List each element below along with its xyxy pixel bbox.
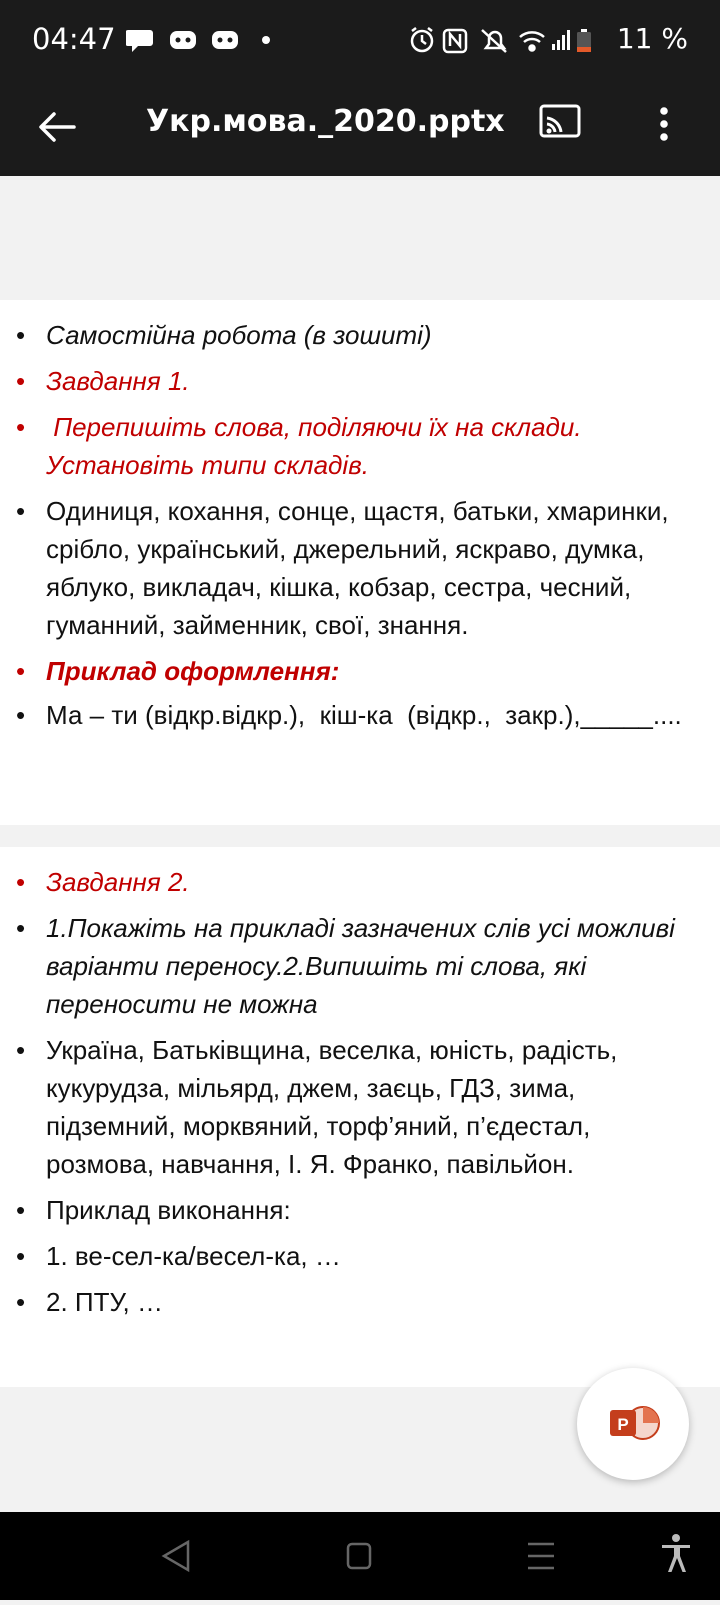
chat-bubble-icon [126, 30, 153, 52]
signal-icon [552, 30, 570, 50]
bullet-text: 1.Покажіть на прикладі зазначених слів усі можливі варіанти переносу.2.Випишіть ті слова, які переносити не можна [46, 913, 675, 1019]
more-vert-icon [650, 102, 678, 146]
slide-2[interactable] [0, 847, 720, 1387]
powerpoint-icon [577, 1368, 689, 1480]
bullet-item [0, 1237, 720, 1275]
nav-recents-icon[interactable] [528, 1544, 554, 1568]
nav-home-icon[interactable] [348, 1544, 370, 1568]
powerpoint-letter: P [617, 1415, 629, 1434]
back-button[interactable] [34, 104, 80, 150]
bullet-text: 1. ве-сел-ка/весел-ка, … [46, 1241, 341, 1271]
bullet-item [0, 909, 720, 1023]
system-icons [408, 26, 608, 59]
bullet-item [0, 362, 720, 400]
cast-icon [538, 102, 582, 142]
open-in-powerpoint-button[interactable] [577, 1368, 689, 1480]
battery-low-icon [577, 29, 591, 52]
bullet-item [0, 1191, 720, 1229]
bullet-item [0, 1283, 720, 1321]
bell-off-icon [482, 30, 506, 52]
more-options-button[interactable] [650, 102, 678, 146]
bullet-item [0, 492, 720, 644]
bullet-item [0, 652, 720, 690]
slide-1[interactable] [0, 300, 720, 825]
bullet-text: 2. ПТУ, … [46, 1287, 163, 1317]
bullet-item [0, 863, 720, 901]
alarm-icon [412, 28, 432, 51]
cast-button[interactable] [538, 102, 582, 142]
notification-icons [126, 26, 286, 59]
bullet-text: Україна, Батьківщина, веселка, юність, радість, кукурудза, мільярд, джем, заєць, ГДЗ, зима, підземний, морквяний, торф’яний, п’єдестал, розмова, навчання, І. Я. Франко, павільйон. [46, 1035, 618, 1179]
bullet-text: Завдання 2. [46, 867, 190, 897]
discord-icon [170, 31, 196, 49]
bullet-item [0, 696, 720, 734]
slide-1-bullets [0, 316, 720, 734]
bullet-text: Перепишіть слова, поділяючи їх на склади. Установіть типи складів. [46, 412, 589, 480]
wifi-icon [520, 32, 544, 50]
bullet-item [0, 408, 720, 484]
bullet-text: Приклад оформлення: [46, 656, 340, 686]
status-bar [0, 0, 720, 82]
bullet-item [0, 1031, 720, 1183]
nfc-icon [444, 30, 466, 52]
battery-percent: 11 % [616, 22, 688, 55]
navigation-bar [0, 1512, 720, 1600]
app-bar [0, 82, 720, 176]
dot-icon [262, 36, 270, 44]
arrow-left-icon [34, 104, 80, 150]
bullet-text: Приклад виконання: [46, 1195, 291, 1225]
bullet-text: Одиниця, кохання, сонце, щастя, батьки, хмаринки, срібло, український, джерельний, яскраво, думка, яблуко, викладач, кішка, кобзар, сестра, чесний, гуманний, займенник, свої, знання. [46, 496, 669, 640]
bullet-item [0, 316, 720, 354]
nav-back-icon[interactable] [164, 1542, 188, 1570]
accessibility-icon[interactable] [662, 1534, 690, 1572]
bullet-text: Завдання 1. [46, 366, 190, 396]
document-title: Укр.мова._2020.pptx [146, 104, 505, 139]
bullet-text: Ма – ти (відкр.відкр.), кіш-ка (відкр., закр.),_____.... [46, 700, 682, 730]
status-time: 04:47 [32, 22, 116, 56]
discord-icon [212, 31, 238, 49]
bullet-text: Самостійна робота (в зошиті) [46, 320, 432, 350]
slide-2-bullets [0, 863, 720, 1321]
